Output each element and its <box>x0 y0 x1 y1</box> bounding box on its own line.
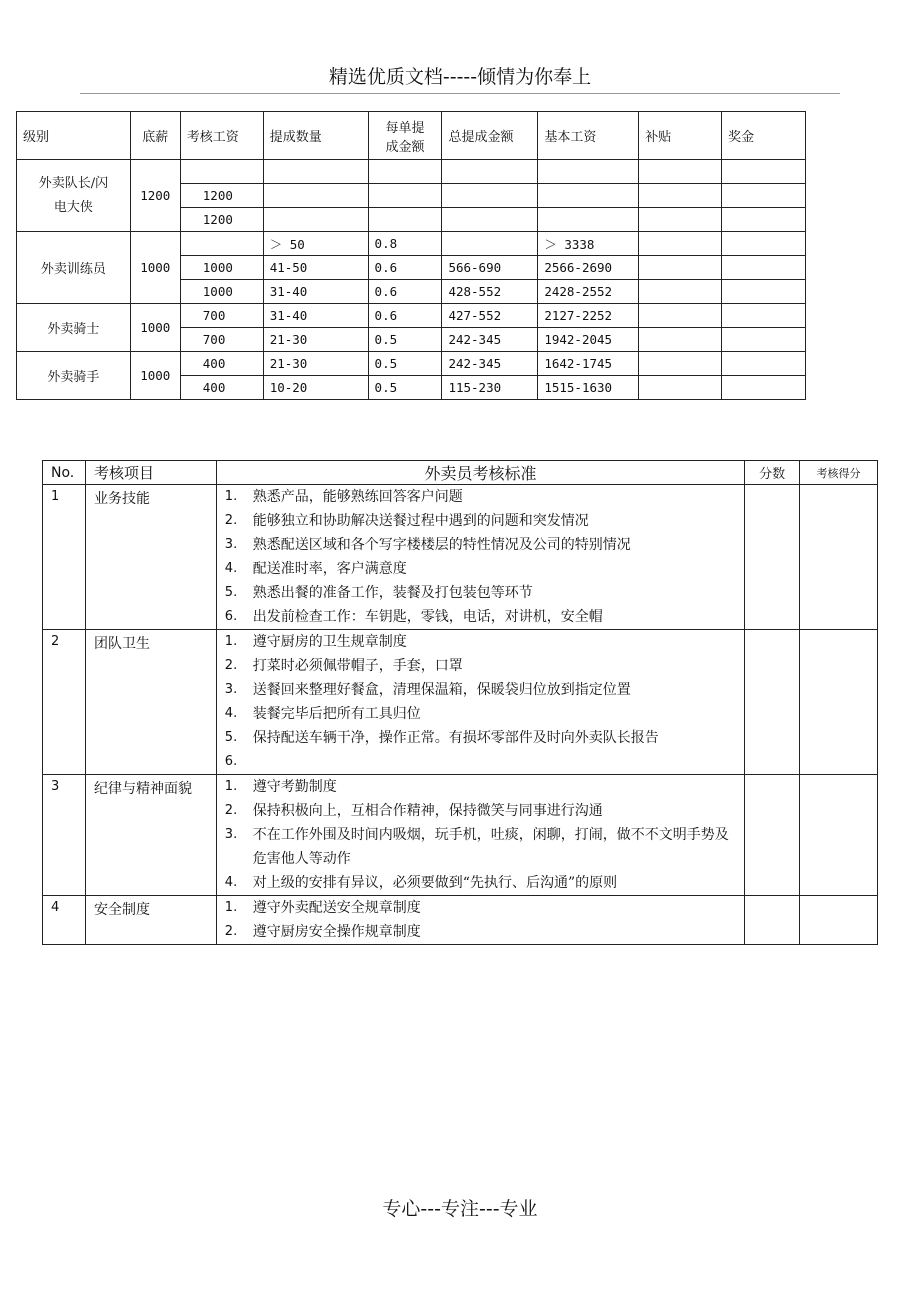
salary-row <box>17 160 806 184</box>
header-base: 底薪 <box>130 112 180 160</box>
header-total-commission: 总提成金额 <box>442 112 538 160</box>
criteria-item <box>225 702 744 726</box>
total-cell <box>442 208 538 232</box>
criteria-item <box>225 871 744 895</box>
header-result: 考核得分 <box>800 461 878 485</box>
qty-cell: 31-40 <box>263 304 368 328</box>
header-assess-wage: 考核工资 <box>180 112 263 160</box>
level-cell <box>17 160 131 232</box>
criteria-list <box>217 630 744 774</box>
basic-cell <box>538 184 639 208</box>
total-cell: 242-345 <box>442 328 538 352</box>
subsidy-cell <box>639 304 722 328</box>
criteria-number: 3. <box>224 682 238 697</box>
subsidy-cell <box>639 280 722 304</box>
header-score: 分数 <box>745 461 800 485</box>
basic-cell: 2127-2252 <box>538 304 639 328</box>
criteria-number: 3. <box>224 827 238 842</box>
criteria-number: 6. <box>224 609 238 624</box>
level-line: 外卖队长/闪 <box>38 175 109 191</box>
base-salary-cell: 1000 <box>130 232 180 304</box>
criteria-number: 1. <box>224 900 238 915</box>
bonus-cell <box>722 184 806 208</box>
basic-cell: 1515-1630 <box>538 376 639 400</box>
criteria-item <box>225 799 744 823</box>
assess-cell <box>180 160 263 184</box>
per-cell: 0.5 <box>368 352 442 376</box>
subsidy-cell <box>639 160 722 184</box>
assessment-row <box>43 775 878 896</box>
criteria-text: 熟悉出餐的准备工作，装餐及打包装包等环节 <box>252 585 533 601</box>
per-cell: 0.6 <box>368 256 442 280</box>
assessment-no: 1 <box>43 485 86 630</box>
bonus-cell <box>722 160 806 184</box>
assessment-no: 2 <box>43 630 86 775</box>
criteria-number: 5. <box>224 585 238 600</box>
header-divider <box>80 93 840 94</box>
assess-cell: 700 <box>180 328 263 352</box>
criteria-number: 4. <box>224 875 238 890</box>
criteria-item <box>225 581 744 605</box>
criteria-number: 1. <box>224 634 238 649</box>
criteria-item <box>225 823 744 871</box>
assessment-item: 团队卫生 <box>85 630 216 775</box>
criteria-item <box>225 605 744 629</box>
criteria-text: 保持配送车辆干净，操作正常。有损坏零部件及时向外卖队长报告 <box>252 730 659 746</box>
header-no: No. <box>43 461 86 485</box>
per-cell <box>368 184 442 208</box>
criteria-text: 熟悉配送区域和各个写字楼楼层的特性情况及公司的特别情况 <box>252 537 631 553</box>
per-cell: 0.6 <box>368 304 442 328</box>
total-cell: 566-690 <box>442 256 538 280</box>
criteria-number: 2. <box>224 658 238 673</box>
total-cell: 115-230 <box>442 376 538 400</box>
criteria-item <box>225 509 744 533</box>
criteria-text: 熟悉产品，能够熟练回答客户问题 <box>252 489 463 505</box>
criteria-text: 遵守厨房的卫生规章制度 <box>252 634 407 650</box>
base-salary-cell: 1000 <box>130 304 180 352</box>
header-subsidy: 补贴 <box>639 112 722 160</box>
criteria-text: 装餐完毕后把所有工具归位 <box>252 706 421 722</box>
assessment-item: 纪律与精神面貌 <box>85 775 216 896</box>
bonus-cell <box>722 280 806 304</box>
header-per-order-line1: 每单提 <box>385 120 425 136</box>
assessment-criteria <box>216 485 744 630</box>
base-salary-cell: 1200 <box>130 160 180 232</box>
criteria-text: 打菜时必须佩带帽子，手套，口罩 <box>252 658 463 674</box>
criteria-text: 遵守考勤制度 <box>252 779 337 795</box>
assess-cell: 1000 <box>180 256 263 280</box>
assessment-row <box>43 630 878 775</box>
header-bonus: 奖金 <box>722 112 806 160</box>
criteria-item <box>225 896 744 920</box>
assess-cell: 1000 <box>180 280 263 304</box>
total-cell: 428-552 <box>442 280 538 304</box>
qty-cell <box>263 208 368 232</box>
page-footer: 专心---专注---专业 <box>382 1198 538 1220</box>
assess-cell: 700 <box>180 304 263 328</box>
criteria-number: 5. <box>224 730 238 745</box>
total-cell <box>442 184 538 208</box>
criteria-number: 4. <box>224 706 238 721</box>
qty-cell: 31-40 <box>263 280 368 304</box>
criteria-text: 送餐回来整理好餐盒，清理保温箱，保暖袋归位放到指定位置 <box>252 682 631 698</box>
result-cell[interactable] <box>800 485 878 630</box>
criteria-number: 4. <box>224 561 238 576</box>
bonus-cell <box>722 328 806 352</box>
criteria-item <box>225 920 744 944</box>
header-level: 级别 <box>17 112 131 160</box>
per-cell <box>368 160 442 184</box>
criteria-item <box>225 678 744 702</box>
assessment-no: 3 <box>43 775 86 896</box>
criteria-text: 保持积极向上，互相合作精神，保持微笑与同事进行沟通 <box>252 803 603 819</box>
salary-header-row <box>17 112 806 160</box>
assessment-row <box>43 896 878 945</box>
qty-cell <box>263 184 368 208</box>
header-standard: 外卖员考核标准 <box>216 461 744 485</box>
criteria-text: 不在工作外围及时间内吸烟，玩手机，吐痰，闲聊，打闹，做不不文明手势及危害他人等动作 <box>252 827 729 867</box>
qty-cell: ＞ 50 <box>263 232 368 256</box>
per-cell: 0.8 <box>368 232 442 256</box>
basic-cell <box>538 160 639 184</box>
total-cell <box>442 232 538 256</box>
assessment-criteria <box>216 630 744 775</box>
criteria-number: 2. <box>224 924 238 939</box>
criteria-text: 出发前检查工作：车钥匙，零钱，电话，对讲机，安全帽 <box>252 609 603 625</box>
criteria-list <box>217 775 744 895</box>
header-per-order-line2: 成金额 <box>385 139 425 155</box>
criteria-text: 遵守厨房安全操作规章制度 <box>252 924 421 940</box>
subsidy-cell <box>639 376 722 400</box>
subsidy-cell <box>639 256 722 280</box>
total-cell <box>442 160 538 184</box>
salary-row <box>17 352 806 376</box>
criteria-list <box>217 485 744 629</box>
criteria-item <box>225 630 744 654</box>
bonus-cell <box>722 232 806 256</box>
qty-cell <box>263 160 368 184</box>
criteria-text: 对上级的安排有异议，必须要做到“先执行、后沟通”的原则 <box>252 875 618 891</box>
salary-row <box>17 232 806 256</box>
assessment-item: 安全制度 <box>85 896 216 945</box>
criteria-number: 3. <box>224 537 238 552</box>
qty-cell: 21-30 <box>263 328 368 352</box>
score-cell[interactable] <box>745 896 800 945</box>
qty-cell: 41-50 <box>263 256 368 280</box>
header-basic-wage: 基本工资 <box>538 112 639 160</box>
criteria-item <box>225 750 744 774</box>
basic-cell: 2566-2690 <box>538 256 639 280</box>
assessment-row <box>43 485 878 630</box>
criteria-number: 1. <box>224 489 238 504</box>
per-cell <box>368 208 442 232</box>
assessment-table <box>42 460 878 945</box>
base-salary-cell: 1000 <box>130 352 180 400</box>
assessment-criteria <box>216 896 744 945</box>
criteria-item <box>225 654 744 678</box>
result-cell[interactable] <box>800 775 878 896</box>
bonus-cell <box>722 352 806 376</box>
basic-cell: 1942-2045 <box>538 328 639 352</box>
criteria-number: 2. <box>224 513 238 528</box>
bonus-cell <box>722 376 806 400</box>
assess-cell: 1200 <box>180 184 263 208</box>
per-cell: 0.6 <box>368 280 442 304</box>
bonus-cell <box>722 256 806 280</box>
criteria-text: 遵守外卖配送安全规章制度 <box>252 900 421 916</box>
qty-cell: 10-20 <box>263 376 368 400</box>
result-cell[interactable] <box>800 630 878 775</box>
basic-cell: ＞ 3338 <box>538 232 639 256</box>
per-cell: 0.5 <box>368 376 442 400</box>
score-cell[interactable] <box>745 630 800 775</box>
total-cell: 242-345 <box>442 352 538 376</box>
assessment-no: 4 <box>43 896 86 945</box>
subsidy-cell <box>639 328 722 352</box>
subsidy-cell <box>639 208 722 232</box>
level-line: 电大侠 <box>53 199 93 215</box>
basic-cell <box>538 208 639 232</box>
criteria-number: 2. <box>224 803 238 818</box>
assess-cell <box>180 232 263 256</box>
assessment-criteria <box>216 775 744 896</box>
subsidy-cell <box>639 232 722 256</box>
subsidy-cell <box>639 184 722 208</box>
criteria-list <box>217 896 744 944</box>
criteria-item <box>225 557 744 581</box>
header-item: 考核项目 <box>85 461 216 485</box>
header-commission-qty: 提成数量 <box>263 112 368 160</box>
score-cell[interactable] <box>745 775 800 896</box>
assess-cell: 400 <box>180 376 263 400</box>
assessment-header-row <box>43 461 878 485</box>
salary-table <box>16 111 806 400</box>
level-cell: 外卖骑士 <box>17 304 131 352</box>
criteria-text: 能够独立和协助解决送餐过程中遇到的问题和突发情况 <box>252 513 589 529</box>
salary-row <box>17 304 806 328</box>
criteria-item <box>225 775 744 799</box>
per-cell: 0.5 <box>368 328 442 352</box>
basic-cell: 1642-1745 <box>538 352 639 376</box>
qty-cell: 21-30 <box>263 352 368 376</box>
criteria-number: 6. <box>224 754 238 769</box>
criteria-item <box>225 726 744 750</box>
basic-cell: 2428-2552 <box>538 280 639 304</box>
page-header-title: 精选优质文档-----倾情为你奉上 <box>328 66 592 88</box>
level-cell: 外卖训练员 <box>17 232 131 304</box>
criteria-text <box>253 750 744 774</box>
assess-cell: 1200 <box>180 208 263 232</box>
criteria-number: 1. <box>224 779 238 794</box>
subsidy-cell <box>639 352 722 376</box>
level-cell: 外卖骑手 <box>17 352 131 400</box>
bonus-cell <box>722 304 806 328</box>
header-per-order <box>368 112 442 160</box>
assess-cell: 400 <box>180 352 263 376</box>
score-cell[interactable] <box>745 485 800 630</box>
assessment-item: 业务技能 <box>85 485 216 630</box>
bonus-cell <box>722 208 806 232</box>
criteria-item <box>225 485 744 509</box>
total-cell: 427-552 <box>442 304 538 328</box>
criteria-item <box>225 533 744 557</box>
criteria-text: 配送准时率，客户满意度 <box>252 561 407 577</box>
result-cell[interactable] <box>800 896 878 945</box>
